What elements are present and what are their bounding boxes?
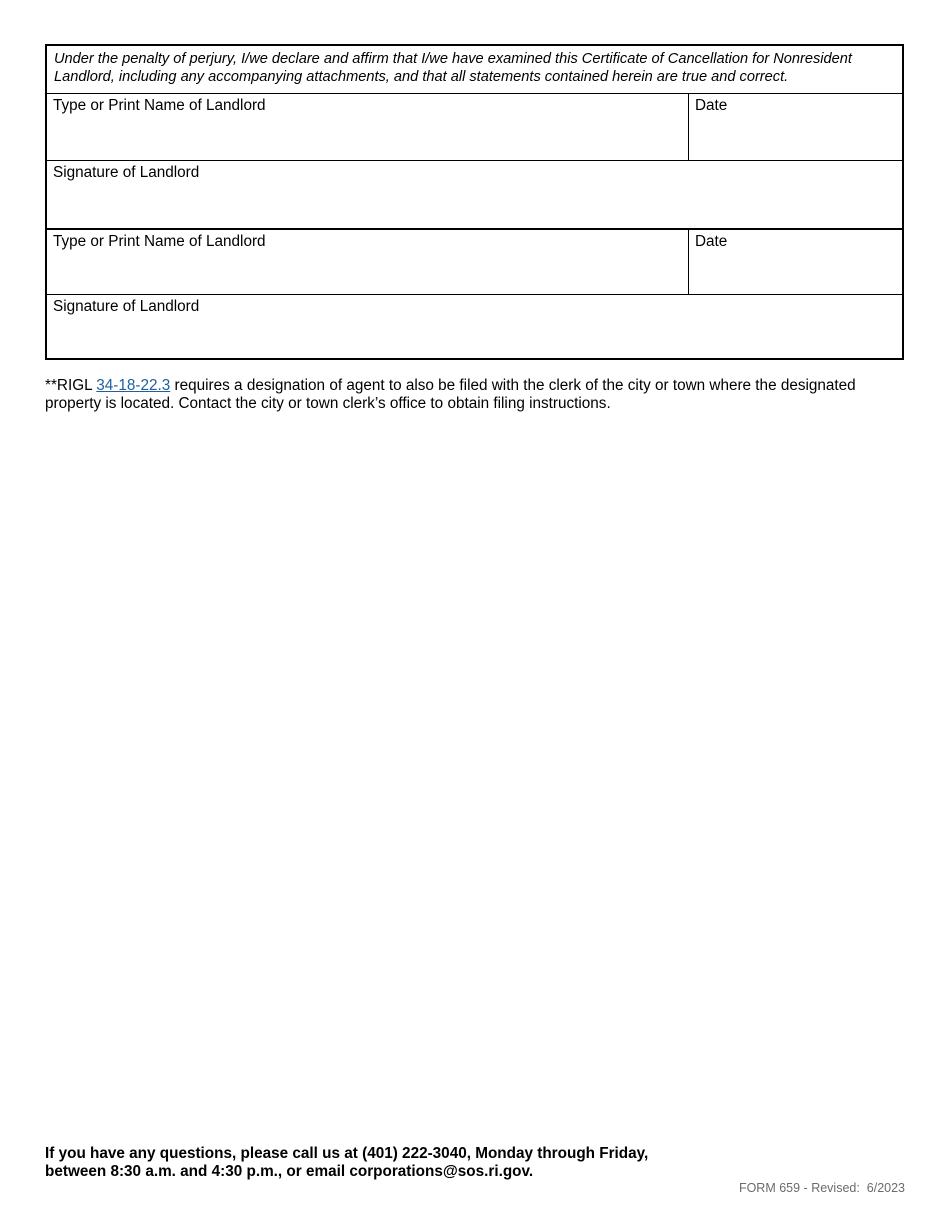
rigl-footnote [45,377,905,413]
landlord-2-name-label: Type or Print Name of Landlord [53,233,266,250]
landlord-1-date-field[interactable] [689,94,902,160]
landlord-1-signature-field[interactable] [47,161,902,228]
rigl-footnote-prefix: **RIGL [45,377,97,394]
signature-form-table [45,44,904,360]
landlord-2-date-field[interactable] [689,230,902,294]
contact-info [45,1145,648,1181]
landlord-2-signature-row [47,295,902,358]
landlord-1-name-field[interactable] [47,94,689,160]
form-revision-label: FORM 659 - Revised: 6/2023 [738,1181,905,1195]
landlord-1-signature-row [47,161,902,228]
landlord-1-name-label: Type or Print Name of Landlord [53,97,266,114]
perjury-declaration: Under the penalty of perjury, I/we declare and affirm that I/we have examined this Certificate of Cancellation for Nonresident Landlord, including any accompanying attachments, and that all statements contained herein are true and correct. [47,46,902,94]
landlord-1-date-label: Date [695,97,728,114]
landlord-2-name-row [47,228,902,295]
rigl-footnote-text: requires a designation of agent to also be filed with the clerk of the city or town where the designated property is located. Contact the city or town clerk’s office to obtain filing instructions. [45,377,856,412]
landlord-1-name-row [47,94,902,161]
landlord-1-signature-label: Signature of Landlord [53,164,200,181]
rigl-statute-link[interactable]: 34-18-22.3 [96,377,171,394]
landlord-2-name-field[interactable] [47,230,689,294]
landlord-2-signature-label: Signature of Landlord [53,298,200,315]
landlord-2-date-label: Date [695,233,728,250]
landlord-2-signature-field[interactable] [47,295,902,358]
contact-line-2: between 8:30 a.m. and 4:30 p.m., or email corporations@sos.ri.gov. [45,1163,534,1180]
contact-line-1: If you have any questions, please call us at (401) 222-3040, Monday through Friday, [45,1145,649,1162]
